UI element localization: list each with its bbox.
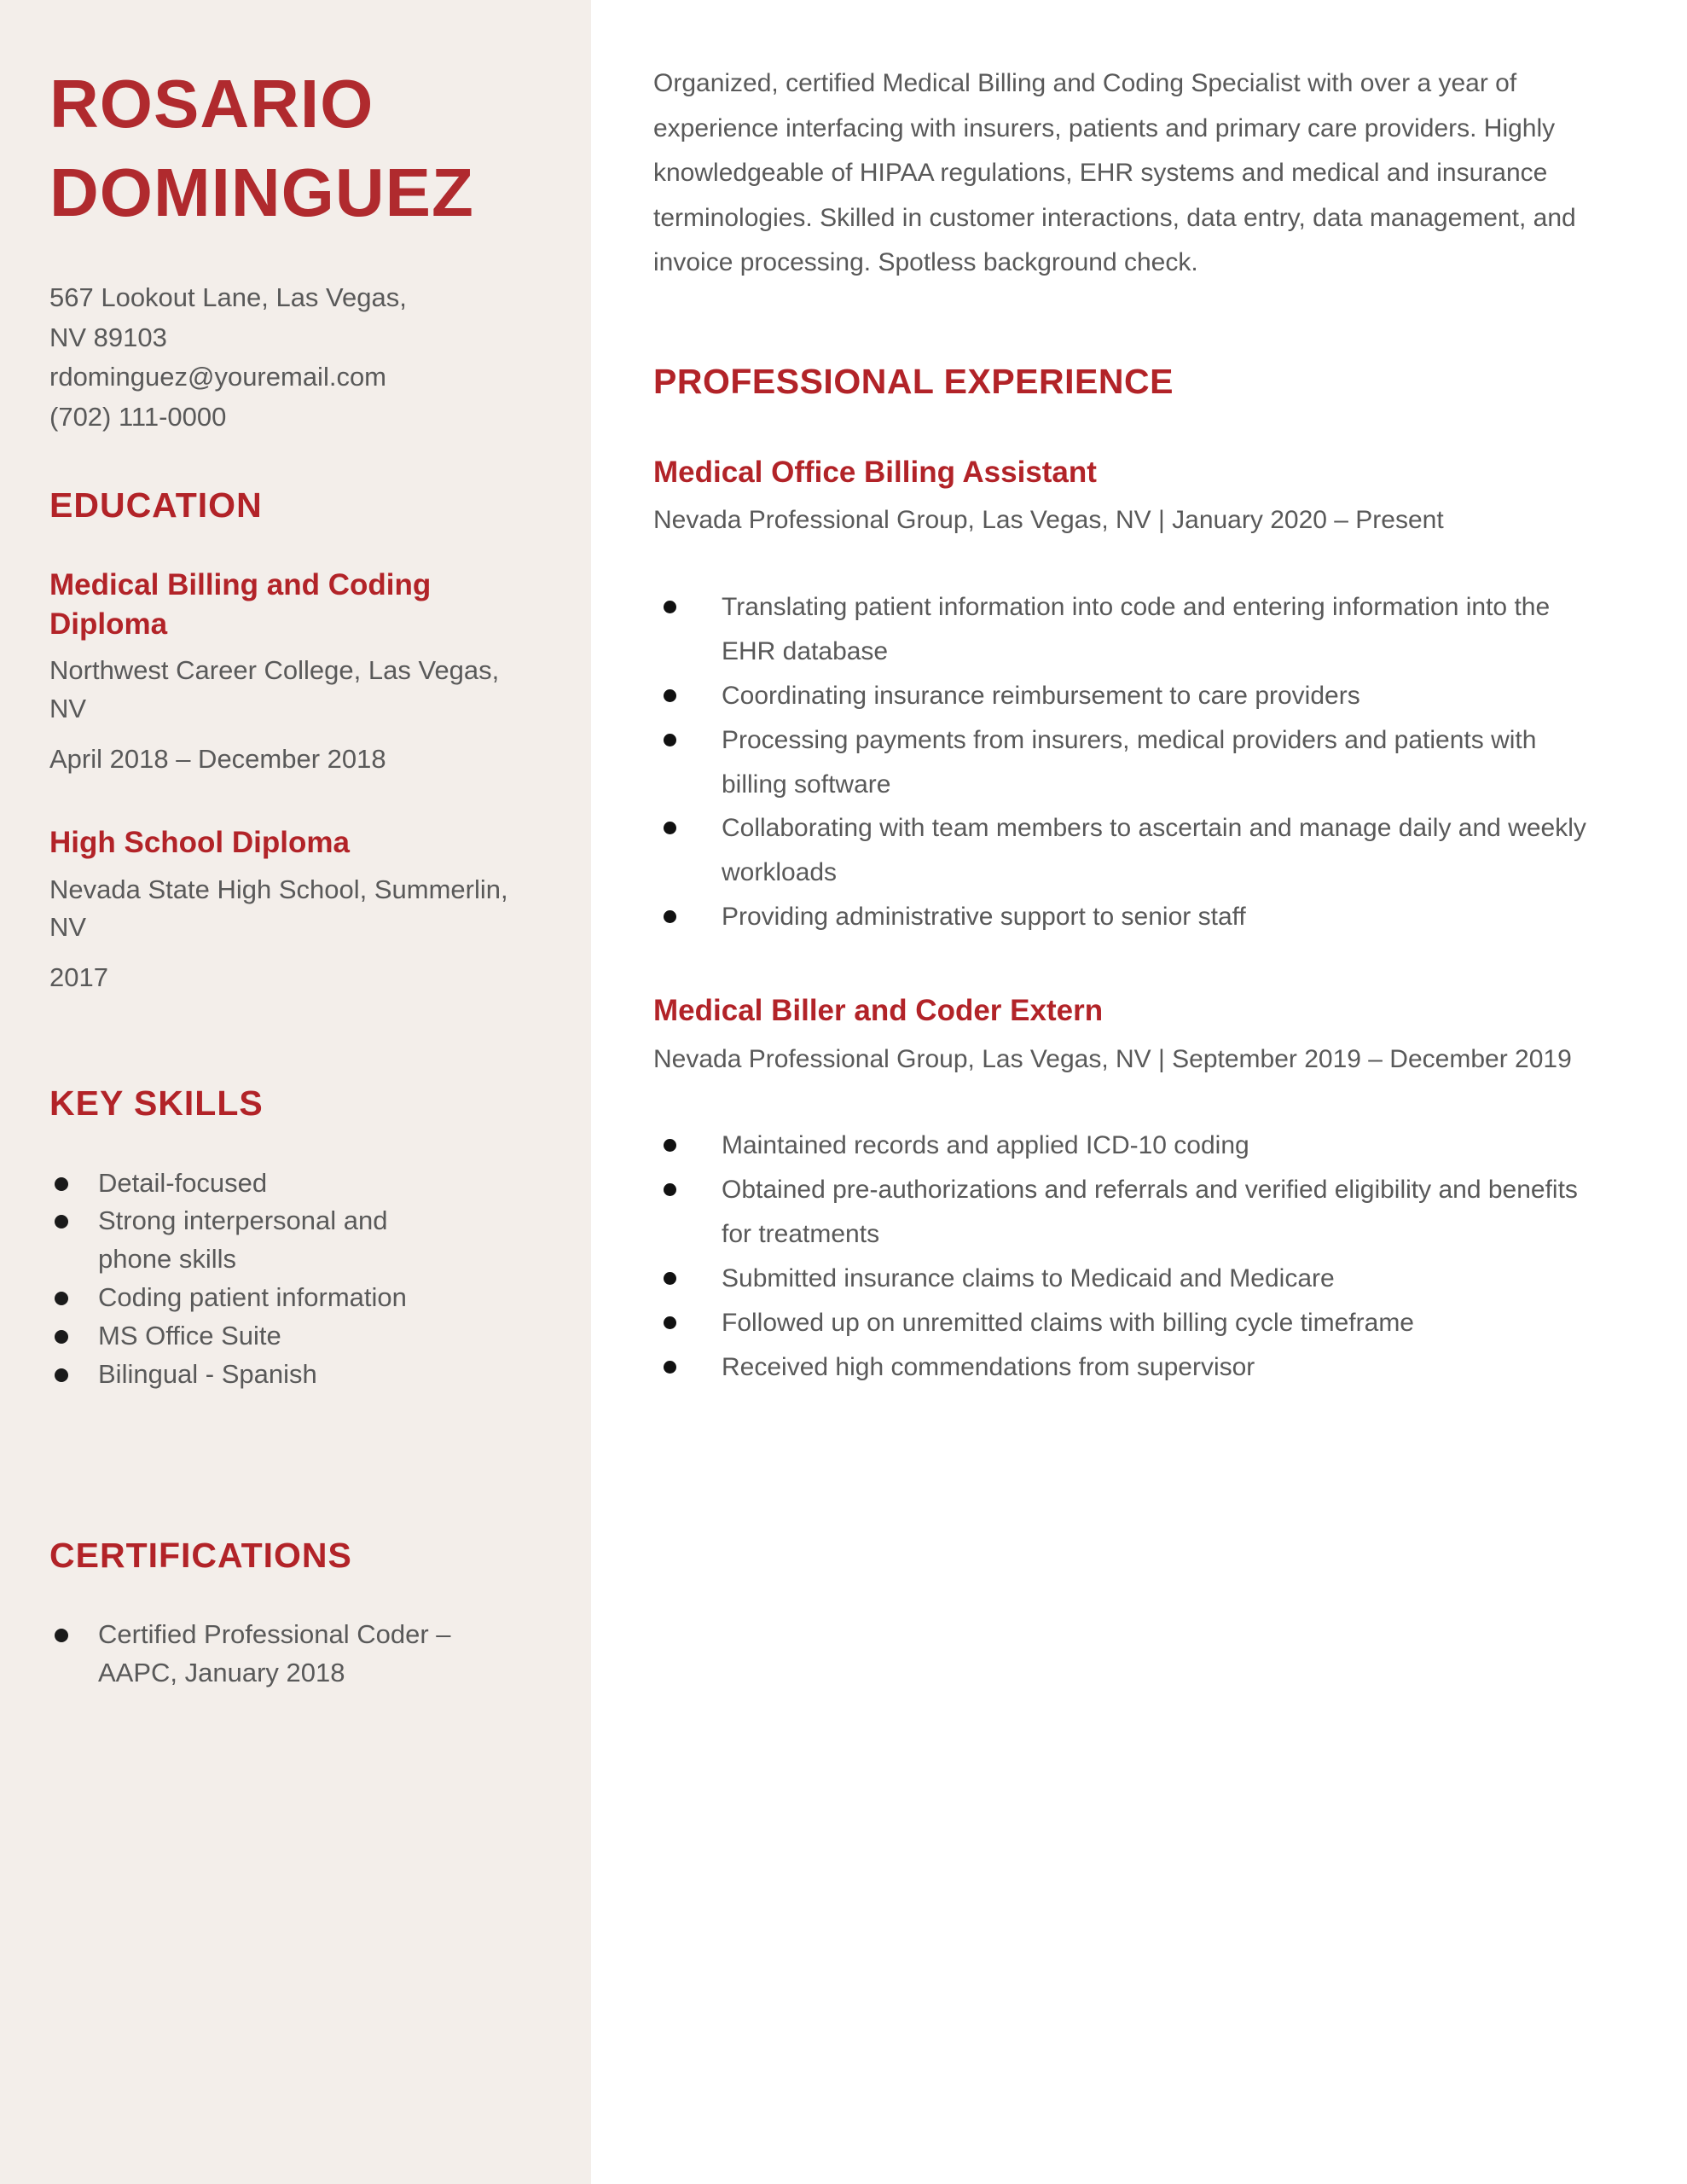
job-bullet: Maintained records and applied ICD-10 coding xyxy=(653,1124,1597,1168)
skill-item: Strong interpersonal and phone skills xyxy=(49,1202,459,1279)
degree-title: High School Diploma xyxy=(49,826,350,859)
email-text: rdominguez@youremail.com xyxy=(49,362,387,392)
certification-item: Certified Professional Coder – AAPC, January 2018 xyxy=(49,1616,459,1693)
job-bullet-list xyxy=(653,1124,1597,1389)
education-heading: EDUCATION xyxy=(49,485,263,525)
name-line-1: ROSARIO xyxy=(49,66,374,142)
main-column xyxy=(591,0,1687,2184)
skill-item: Bilingual - Spanish xyxy=(49,1356,459,1394)
school-name: Nevada State High School, Summerlin, NV xyxy=(49,874,508,943)
job-bullet: Collaborating with team members to ascertain and manage daily and weekly workloads xyxy=(653,806,1597,895)
candidate-name xyxy=(49,60,510,237)
skill-item: Detail-focused xyxy=(49,1165,459,1203)
job-entry xyxy=(653,454,1597,939)
education-dates: April 2018 – December 2018 xyxy=(49,744,386,775)
job-bullet: Translating patient information into code and entering information into the EHR database xyxy=(653,585,1597,674)
school-name: Northwest Career College, Las Vegas, NV xyxy=(49,655,500,724)
job-bullet: Providing administrative support to senior staff xyxy=(653,895,1597,939)
education-dates: 2017 xyxy=(49,962,108,993)
sidebar xyxy=(0,0,591,2184)
job-title: Medical Biller and Coder Extern xyxy=(653,994,1104,1028)
education-entry xyxy=(49,823,510,997)
contact-block xyxy=(49,278,510,437)
job-bullet: Submitted insurance claims to Medicaid and Medicare xyxy=(653,1257,1597,1301)
job-meta: Nevada Professional Group, Las Vegas, NV | September 2019 – December 2019 xyxy=(653,1044,1572,1073)
certifications-list xyxy=(49,1616,459,1693)
degree-title: Medical Billing and Coding Diploma xyxy=(49,568,432,641)
job-entry xyxy=(653,992,1597,1390)
phone-text: (702) 111-0000 xyxy=(49,401,227,432)
job-meta: Nevada Professional Group, Las Vegas, NV | January 2020 – Present xyxy=(653,506,1444,535)
professional-summary: Organized, certified Medical Billing and Coding Specialist with over a year of experience interfacing with insurers, patients and primary care providers. Highly knowledgeable of HIPAA regulations, EHR systems and medical and insurance terminologies. Skilled in customer interactions, data entry, data management, and invoice processing. Spotless background check. xyxy=(653,69,1576,276)
job-bullet: Coordinating insurance reimbursement to care providers xyxy=(653,674,1597,718)
address-line-1: 567 Lookout Lane, Las Vegas, xyxy=(49,282,407,312)
job-bullet: Received high commendations from supervisor xyxy=(653,1345,1597,1390)
name-line-2: DOMINGUEZ xyxy=(49,154,474,230)
certifications-heading: CERTIFICATIONS xyxy=(49,1536,352,1576)
job-bullet: Followed up on unremitted claims with billing cycle timeframe xyxy=(653,1301,1597,1345)
key-skills-list xyxy=(49,1165,459,1395)
experience-heading: PROFESSIONAL EXPERIENCE xyxy=(653,361,1174,401)
job-bullet-list xyxy=(653,585,1597,939)
job-title: Medical Office Billing Assistant xyxy=(653,455,1097,489)
address-line-2: NV 89103 xyxy=(49,322,167,352)
job-bullet: Processing payments from insurers, medical providers and patients with billing software xyxy=(653,718,1597,807)
education-entry xyxy=(49,566,510,779)
skill-item: MS Office Suite xyxy=(49,1317,459,1356)
skill-item: Coding patient information xyxy=(49,1279,459,1317)
job-bullet: Obtained pre-authorizations and referrals and verified eligibility and benefits for treatments xyxy=(653,1168,1597,1257)
key-skills-heading: KEY SKILLS xyxy=(49,1083,264,1124)
